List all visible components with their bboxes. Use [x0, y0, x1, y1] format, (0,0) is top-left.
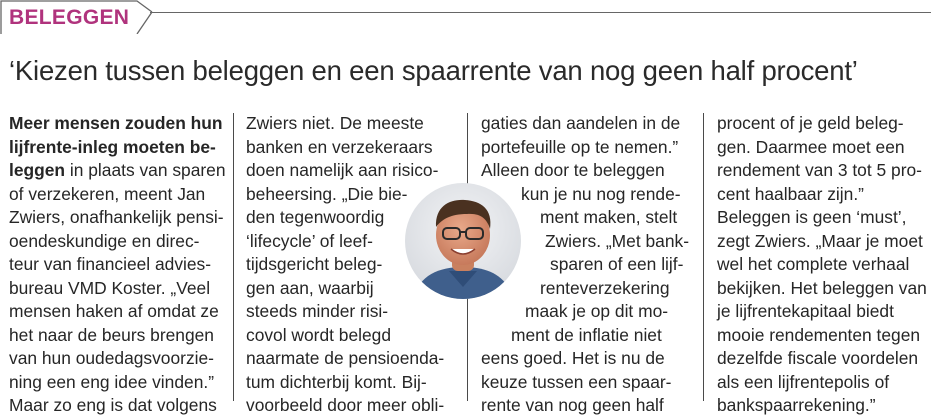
text-line: tum dichterbij komt. Bij-: [246, 371, 427, 392]
text-line: doen namelijk aan risico-: [246, 160, 439, 180]
lead-line: [9, 136, 224, 160]
text-line: gen aan, waarbij: [246, 277, 374, 298]
text-line: of verzekeren, meent Jan: [9, 183, 206, 204]
text-line: procent of je geld beleg-: [717, 113, 904, 133]
text-line: den tegenwoordig: [246, 207, 385, 227]
text-line: mensen haken af omdat ze: [9, 301, 219, 321]
text-line: van hun oudedagsvoorzie-: [9, 348, 214, 368]
article-column-1: [9, 112, 224, 418]
lead-text: lijfrente-inleg moeten be-: [9, 136, 216, 157]
text-line: Zwiers, onafhankelijk pensi-: [9, 207, 224, 227]
column-divider: [703, 113, 704, 401]
body-text: in plaats van sparen: [65, 160, 226, 180]
text-line: bankspaarrekening.”: [717, 395, 876, 415]
text-line: bekijken. Het beleggen van: [717, 277, 927, 298]
lead-text: Meer mensen zouden hun: [9, 113, 223, 133]
text-line: covol wordt belegd: [246, 324, 392, 345]
text-line: steeds minder risi-: [246, 301, 389, 321]
text-line: beheersing. „Die bie-: [246, 183, 408, 204]
text-line: portefeuille op te nemen.”: [481, 136, 679, 157]
headline: ‘Kiezen tussen beleggen en een spaarrente van nog geen half procent’: [9, 55, 858, 86]
text-line: bureau VMD Koster. „Veel: [9, 277, 211, 298]
text-line: sparen of een lijf-: [550, 254, 684, 274]
text-line: eens goed. Het is nu de: [481, 348, 665, 368]
text-line: voorbeeld door meer obli-: [246, 395, 445, 415]
text-line: ment de inflatie niet: [511, 324, 662, 345]
portrait-illustration: [405, 183, 521, 299]
text-line: Beleggen is geen ‘must’,: [717, 207, 907, 227]
text-line: renteverzekering: [540, 277, 670, 298]
portrait-photo: [405, 183, 521, 299]
section-label: BELEGGEN: [9, 6, 130, 29]
text-line: keuze tussen een spaar-: [481, 371, 672, 392]
text-line: oendeskundige en direc-: [9, 230, 200, 251]
text-line: kun je nu nog rende-: [521, 183, 681, 204]
text-line: je lijfrentekapitaal biedt: [717, 301, 894, 321]
text-line: gen. Daarmee moet een: [717, 136, 905, 157]
text-line: maak je op dit mo-: [525, 301, 669, 321]
text-line: ment maken, stelt: [540, 207, 678, 227]
header-rule: [150, 12, 931, 13]
text-line: wel het complete verhaal: [717, 254, 910, 274]
lead-text: leggen: [9, 160, 66, 180]
text-line: tijdsgericht beleg-: [246, 254, 383, 274]
text-line: Zwiers. „Met bank-: [545, 230, 689, 251]
text-line: rendement van 3 tot 5 pro-: [717, 160, 922, 180]
text-line: mooie rendementen tegen: [717, 324, 921, 345]
column-divider: [233, 113, 234, 401]
text-line: gaties dan aandelen in de: [481, 113, 681, 133]
text-line: naarmate de pensioenda-: [246, 348, 445, 368]
text-line: cent haalbaar zijn.”: [717, 183, 864, 204]
text-line: banken en verzekeraars: [246, 136, 433, 157]
article-column-4: [717, 112, 929, 418]
text-line: Alleen door te beleggen: [481, 160, 665, 180]
text-line: ‘lifecycle’ of leef-: [246, 230, 373, 251]
text-line: Maar zo eng is dat volgens: [9, 395, 217, 415]
text-line: dezelfde fiscale voordelen: [717, 348, 919, 368]
lead-line: [9, 159, 224, 183]
text-line: ning een eng idee vinden.”: [9, 371, 214, 392]
text-line: het naar de beurs brengen: [9, 324, 214, 345]
text-line: teur van financieel advies-: [9, 254, 212, 274]
text-line: Zwiers niet. De meeste: [246, 113, 424, 133]
text-line: als een lijfrentepolis of: [717, 371, 890, 392]
text-line: zegt Zwiers. „Maar je moet: [717, 230, 923, 251]
lead-line: [9, 112, 224, 136]
text-line: rente van nog geen half: [481, 395, 664, 415]
